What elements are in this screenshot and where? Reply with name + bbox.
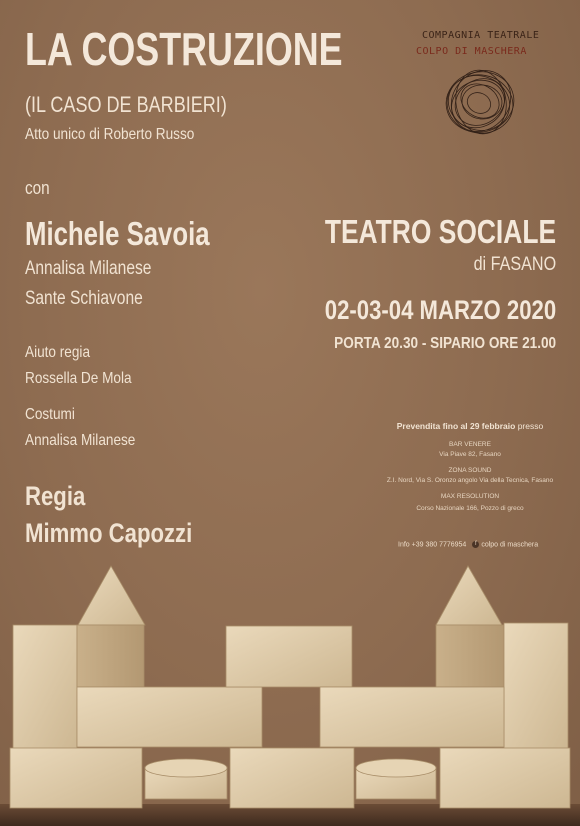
roof-block: [78, 566, 145, 625]
presale-point-name: MAX RESOLUTION: [440, 493, 500, 500]
wooden-blocks-castle: [0, 560, 580, 826]
show-dates: 02-03-04 MARZO 2020: [324, 295, 556, 325]
presale-intro-suffix: presso: [517, 421, 544, 431]
block: [320, 687, 504, 747]
contact-line: [398, 541, 538, 548]
presale-point-name: ZONA SOUND: [448, 467, 492, 474]
block: [436, 625, 504, 687]
presale-point-address: Corso Nazionale 166, Pozzo di greco: [416, 505, 524, 512]
show-times: PORTA 20.30 - SIPARIO ORE 21.00: [334, 335, 556, 352]
contact-info: Info +39 380 7776954: [398, 541, 467, 549]
company-line-1: COMPAGNIA TEATRALE: [422, 30, 540, 41]
presale-point-address: Via Piave 82, Fasano: [439, 451, 501, 458]
block: [13, 625, 77, 749]
assistant-direction-label: Aiuto regia: [25, 344, 91, 361]
scribble-circle-icon: [442, 64, 518, 140]
block: [440, 748, 570, 808]
presale-point-name: BAR VENERE: [449, 441, 491, 448]
play-title: LA COSTRUZIONE: [25, 23, 343, 75]
costumes-name: Annalisa Milanese: [25, 432, 136, 449]
assistant-direction-name: Rossella De Mola: [25, 370, 132, 387]
direction-name: Mimmo Capozzi: [25, 518, 193, 548]
author-line: Atto unico di Roberto Russo: [25, 126, 195, 143]
presale-intro: Prevendita fino al 29 febbraio: [396, 421, 516, 431]
cast-member: Annalisa Milanese: [25, 258, 152, 279]
presale-heading: [370, 421, 570, 431]
block: [226, 626, 352, 687]
venue-city: di FASANO: [473, 254, 556, 275]
presale-point-address: Z.I. Nord, Via S. Oronzo angolo Via della Tecnica, Fasano: [386, 477, 554, 484]
block: [504, 623, 568, 749]
lead-actor: Michele Savoia: [25, 215, 210, 252]
block: [10, 748, 142, 808]
play-subtitle: (IL CASO DE BARBIERI): [25, 92, 227, 117]
roof-block: [436, 566, 502, 625]
with-label: con: [25, 178, 50, 198]
block: [230, 748, 354, 808]
company-line-2: COLPO DI MASCHERA: [416, 46, 527, 57]
costumes-label: Costumi: [25, 406, 75, 423]
facebook-icon: f: [472, 541, 479, 548]
direction-label: Regia: [25, 481, 86, 511]
venue-name: TEATRO SOCIALE: [324, 213, 556, 250]
social-handle: colpo di maschera: [481, 541, 539, 549]
cast-member: Sante Schiavone: [25, 288, 143, 309]
block: [77, 625, 144, 687]
block: [77, 687, 262, 747]
